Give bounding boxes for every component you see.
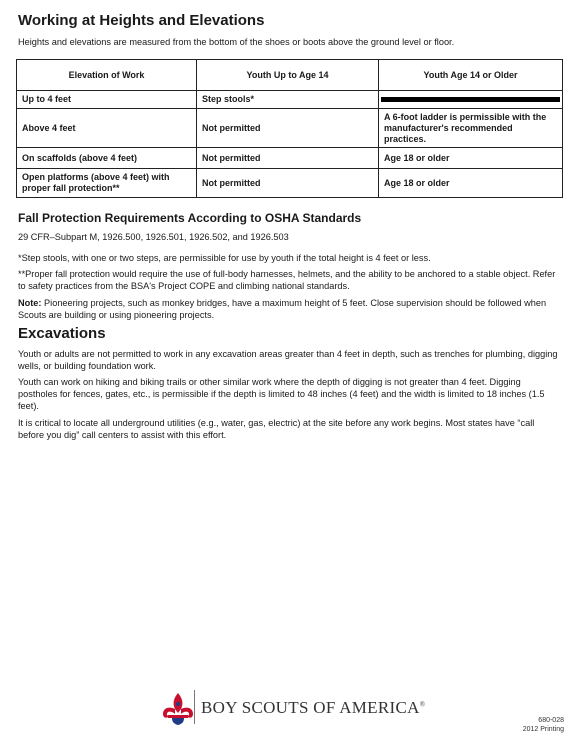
brand-name — [201, 698, 425, 718]
heights-table — [16, 59, 563, 198]
black-bar — [381, 97, 560, 102]
table-header-row — [17, 60, 563, 91]
table-cell: Step stools* — [197, 91, 379, 109]
pioneering-note — [18, 297, 561, 321]
table-cell-blacked-out — [379, 91, 563, 109]
section-title-heights: Working at Heights and Elevations — [18, 12, 265, 29]
printing-year: 2012 Printing — [522, 726, 564, 733]
table-cell: Open platforms (above 4 feet) with proper fall protection** — [17, 169, 197, 198]
footnote-step-stools: *Step stools, with one or two steps, are permissible for use by youth if the total height is 4 feet or less. — [18, 253, 431, 263]
note-text: Pioneering projects, such as monkey bridges, have a maximum height of 5 feet. Close supervision should be followed when Scouts are building or using pioneering projects. — [18, 298, 547, 320]
footer-divider — [194, 690, 195, 724]
publication-number: 680-028 — [538, 717, 564, 724]
excavation-paragraph: It is critical to locate all underground utilities (e.g., water, gas, electric) at the site before any work begins. Most states have “call before you dig” call centers to assist with this effort. — [18, 418, 535, 440]
table-header: Youth Age 14 or Older — [379, 60, 563, 91]
table-row — [17, 169, 563, 198]
table-cell: On scaffolds (above 4 feet) — [17, 148, 197, 169]
table-cell: Not permitted — [197, 148, 379, 169]
excavation-paragraph: Youth or adults are not permitted to work in any excavation areas greater than 4 feet in depth, such as trenches for plumbing, digging wells, or building foundation work. — [18, 349, 558, 371]
heights-intro: Heights and elevations are measured from the bottom of the shoes or boots above the ground level or floor. — [18, 37, 455, 47]
table-cell: Age 18 or older — [379, 148, 563, 169]
brand-text: BOY SCOUTS OF AMERICA — [201, 698, 420, 717]
table-cell: Above 4 feet — [17, 109, 197, 148]
table-cell: Age 18 or older — [379, 169, 563, 198]
table-cell: Not permitted — [197, 109, 379, 148]
trademark-symbol: ® — [419, 700, 426, 709]
table-cell: Not permitted — [197, 169, 379, 198]
fleur-de-lis-logo-icon — [160, 692, 196, 726]
table-header: Youth Up to Age 14 — [197, 60, 379, 91]
table-cell: Up to 4 feet — [17, 91, 197, 109]
table-header: Elevation of Work — [17, 60, 197, 91]
footnote-fall-protection: **Proper fall protection would require the use of full-body harnesses, helmets, and the ability to be anchored to a stable object. Refer to safety practices from the BSA's Project COPE and climbing national standards. — [18, 269, 556, 291]
table-row — [17, 109, 563, 148]
publication-info — [523, 716, 564, 734]
note-label: Note: — [18, 298, 42, 308]
osha-citation: 29 CFR–Subpart M, 1926.500, 1926.501, 1926.502, and 1926.503 — [18, 232, 289, 242]
table-row — [17, 91, 563, 109]
table-cell: A 6-foot ladder is permissible with the manufacturer's recommended practices. — [379, 109, 563, 148]
section-title-excavations: Excavations — [18, 325, 106, 342]
osha-heading: Fall Protection Requirements According to OSHA Standards — [18, 211, 362, 225]
table-row — [17, 148, 563, 169]
excavation-paragraph: Youth can work on hiking and biking trails or other similar work where the depth of digging is not greater than 4 feet. Digging postholes for fences, gates, etc., is permissible if the depth is limited to 48 inches (4 feet) and the width is limited to 18 inches (1.5 feet). — [18, 377, 545, 411]
